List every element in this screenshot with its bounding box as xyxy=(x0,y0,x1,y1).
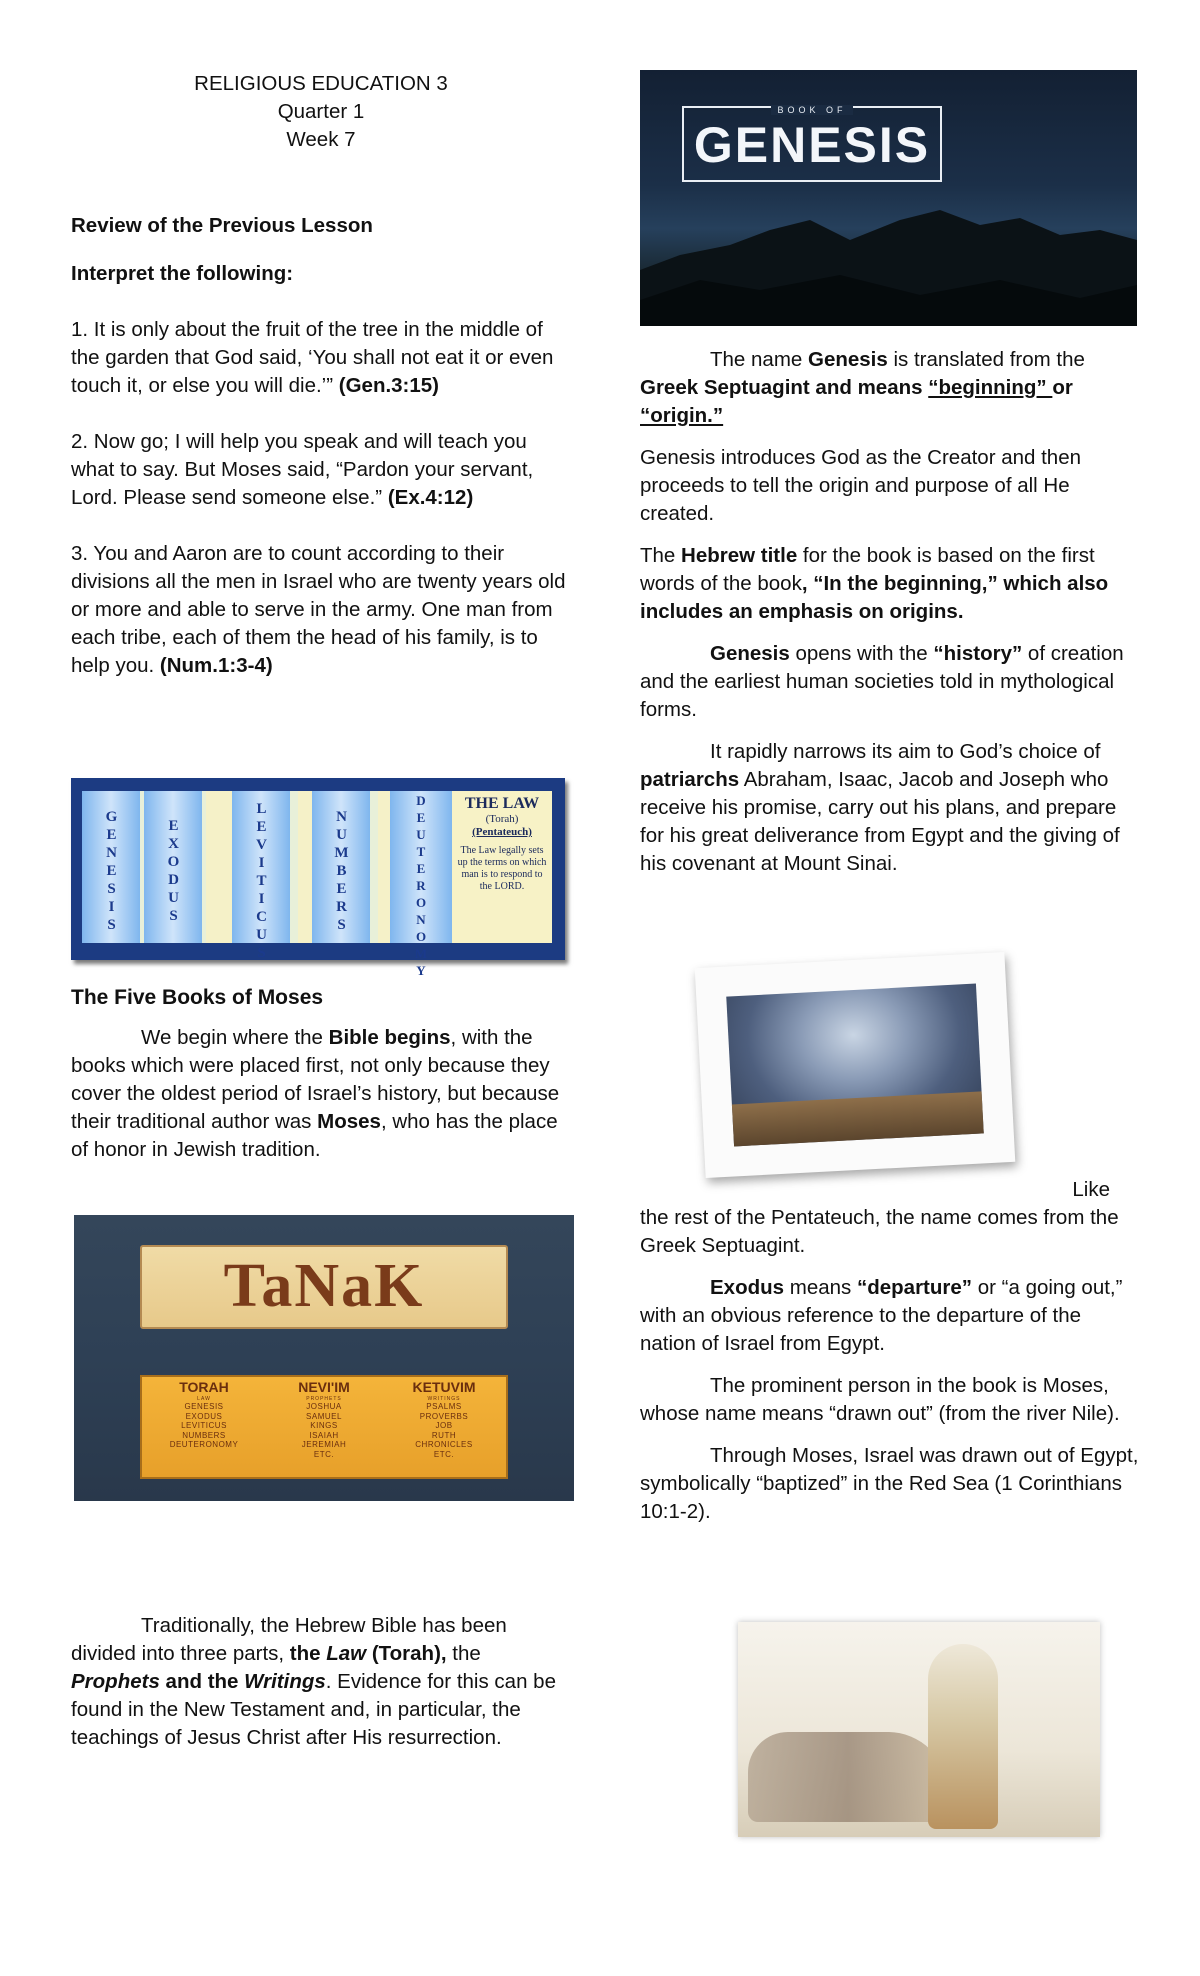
review-instruction: Interpret the following: xyxy=(71,262,294,285)
book-numbers: NUMBERS xyxy=(312,791,370,943)
genesis-paragraph-1: The name Genesis is translated from the Greek Septuagint and means “beginning” or “origin.” xyxy=(640,348,1085,427)
tanakh-banner: TaNaK xyxy=(140,1245,508,1329)
the-law-box: THE LAW (Torah) (Pentateuch) The Law legally sets up the terms on which man is to respond to the LORD. xyxy=(452,791,552,943)
book-genesis: GENESIS xyxy=(82,791,140,943)
review-heading: Review of the Previous Lesson xyxy=(71,214,373,237)
book-exodus: EXODUS xyxy=(144,791,202,943)
genesis-section xyxy=(640,346,1140,878)
book-deuteronomy: DEUTERONOMY xyxy=(390,791,452,943)
exodus-paragraph-1: the rest of the Pentateuch, the name comes from the Greek Septuagint. xyxy=(640,1206,1119,1257)
exodus-paragraph-2: Exodus means “departure” or “a going out,” with an obvious reference to the departure of the nation of Israel from Egypt. xyxy=(640,1276,1123,1355)
exodus-section xyxy=(640,1176,1140,1526)
review-item-2: 2. Now go; I will help you speak and will teach you what to say. But Moses said, “Pardon your servant, Lord. Please send someone else.” (Ex.4:12) xyxy=(71,430,534,509)
mountain-silhouette xyxy=(640,70,1137,326)
genesis-banner-image xyxy=(640,70,1137,326)
tanakh-sections-panel xyxy=(140,1375,508,1479)
exodus-like: Like xyxy=(1072,1178,1110,1201)
section-neviim: NEVI'IM PROPHETS JOSHUA SAMUEL KINGS ISAIAH JEREMIAH ETC. xyxy=(298,1379,350,1459)
review-item-3: 3. You and Aaron are to count according to their divisions all the men in Israel who are twenty years old or more and able to serve in the army. One man from each tribe, each of them the head of his family, is to help you. (Num.1:3-4) xyxy=(71,542,566,677)
red-sea-photo xyxy=(695,952,1016,1178)
section-ketuvim: KETUVIM WRITINGS PSALMS PROVERBS JOB RUTH CHRONICLES ETC. xyxy=(412,1379,476,1459)
five-books-paragraph: We begin where the Bible begins, with the books which were placed first, not only because they cover the oldest period of Israel’s history, but because their traditional author was Moses, who has the place of honor in Jewish tradition. xyxy=(71,1026,560,1161)
tanakh-image xyxy=(74,1215,574,1501)
five-books-section xyxy=(71,984,571,1164)
genesis-paragraph-4: Genesis opens with the “history” of creation and the earliest human societies told in mythological forms. xyxy=(640,642,1124,721)
week-label: Week 7 xyxy=(286,128,356,151)
document-title: RELIGIOUS EDUCATION 3 xyxy=(194,72,448,95)
five-books-image xyxy=(71,778,565,980)
tradition-paragraph: Traditionally, the Hebrew Bible has been divided into three parts, the Law (Torah), the Prophets and the Writings. Evidence for this can be found in the New Testament and, in particular, the teachings of Jesus Christ after His resurrection. xyxy=(71,1614,556,1749)
moses-leading-israel-image xyxy=(738,1622,1100,1837)
exodus-paragraph-4: Through Moses, Israel was drawn out of Egypt, symbolically “baptized” in the Red Sea (1 Corinthians 10:1-2). xyxy=(640,1444,1139,1523)
quarter-label: Quarter 1 xyxy=(277,100,365,123)
genesis-paragraph-3: The Hebrew title for the book is based on the first words of the book, “In the beginning,” which also includes an emphasis on origins. xyxy=(640,544,1109,623)
section-torah: TORAH LAW GENESIS EXODUS LEVITICUS NUMBERS DEUTERONOMY xyxy=(169,1379,239,1449)
review-item-1: 1. It is only about the fruit of the tree in the middle of the garden that God said, ‘You shall not eat it or even touch it, or else you will die.’” (Gen.3:15) xyxy=(71,318,554,397)
tradition-section xyxy=(71,1612,571,1752)
genesis-paragraph-5: It rapidly narrows its aim to God’s choice of patriarchs Abraham, Isaac, Jacob and Joseph who receive his promise, carry out his plans, and prepare for his great deliverance from Egypt and the giving of his covenant at Mount Sinai. xyxy=(640,740,1120,875)
genesis-paragraph-2: Genesis introduces God as the Creator and then proceeds to tell the origin and purpose of all He created. xyxy=(640,446,1082,525)
book-leviticus: LEVITICUS xyxy=(232,791,290,943)
exodus-paragraph-3: The prominent person in the book is Moses, whose name means “drawn out” (from the river Nile). xyxy=(640,1374,1120,1425)
genesis-title-frame: BOOK OF GENESIS xyxy=(682,106,942,182)
five-books-heading: The Five Books of Moses xyxy=(71,986,324,1009)
left-column xyxy=(71,70,571,680)
